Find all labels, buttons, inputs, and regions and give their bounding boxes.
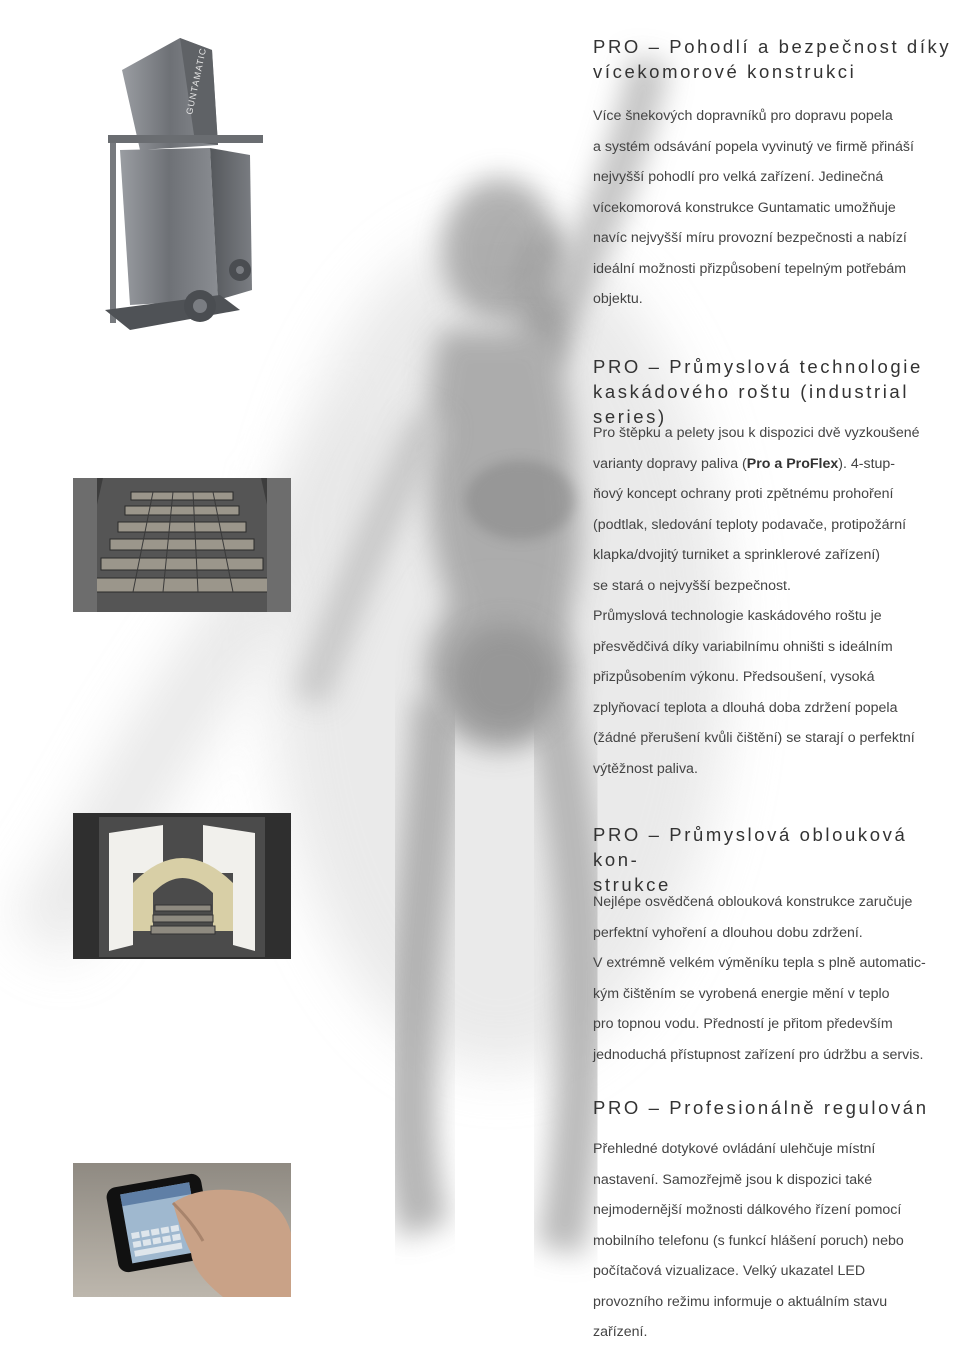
smartphone-control-image [73,1163,291,1297]
section-body: Více šnekových dopravníků pro dopravu popela a systém odsávání popela vyvinutý ve firmě přináší nejvyšší pohodlí pro velká zařízení. Jedinečná vícekomorová konstrukce Guntamatic umožňuje navíc nejvyšší míru provozní bezpečnosti a nabízí ideální možnosti přizpůsobení tepelným potřebám objektu. [593,108,914,307]
section-heading: PRO – Průmyslová technologie kaskádového roštu (industrial series) [593,356,923,427]
cascade-grate-image [73,478,291,612]
guntamatic-logo: GUNTAMATIC [184,46,209,116]
brand-name: Pro a ProFlex [746,455,839,472]
brand-line: varianty dopravy paliva (Pro a ProFlex). 4-stup- [593,455,896,472]
boiler-unit-image [100,30,270,330]
section-body: Nejlépe osvědčená oblouková konstrukce zaručuje perfektní vyhoření a dlouhou dobu zdržení. V extrémně velkém výměníku tepla s plně automatic- kým čištěním se vyrobená energie mění v teplo pro topnou vodu. Předností je přitom především jednoduchá přístupnost zařízení pro údržbu a servis. [593,894,926,1063]
section-heading: PRO – Průmyslová oblouková kon- strukce [593,824,908,895]
section-body: Pro štěpku a pelety jsou k dispozici dvě vyzkoušené varianty dopravy paliva (Pro a ProFlex). 4-stup- ňový koncept ochrany proti zpětnému prohoření (podtlak, sledování teploty podavače, protipožární klapka/dvojitý turniket a sprinklerové zařízení) se stará o nejvyšší bezpečnost. Průmyslová technologie kaskádového roštu je přesvědčivá díky variabilnímu ohništi s ideálním přizpůsobením výkonu. Předsoušení, vysoká zplyňovací teplota a dlouhá doba zdržení popela (žádné přerušení kvůli čištění) se starají o perfektní výtěžnost paliva. [593,425,920,777]
section-body: Přehledné dotykové ovládání ulehčuje místní nastavení. Samozřejmě jsou k dispozici také nejmodernější možnosti dálkového řízení pomocí mobilního telefonu (s funkcí hlášení poruch) nebo počítačová vizualizace. Velký ukazatel LED provozního režimu informuje o aktuálním stavu zařízení. [593,1141,904,1340]
section-heading: PRO – Pohodlí a bezpečnost díky vícekomorové konstrukci [593,36,952,82]
section-heading: PRO – Profesionálně regulován [593,1097,929,1118]
arch-chamber-image [73,813,291,959]
